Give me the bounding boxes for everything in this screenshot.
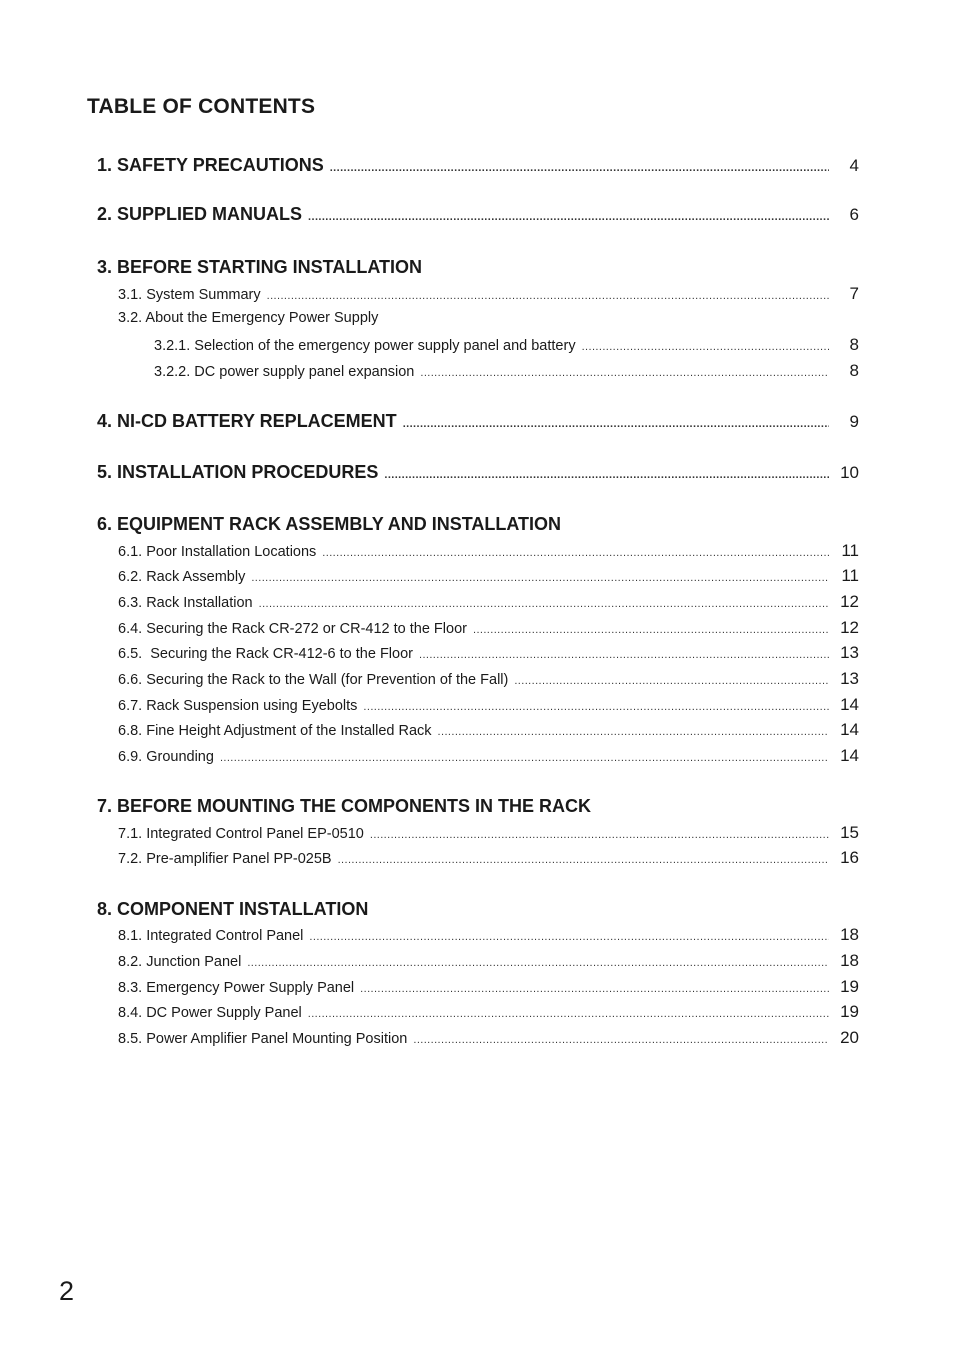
toc-entry-page: 16: [840, 848, 859, 867]
leader-dots: [338, 851, 829, 867]
leader-dots: [251, 569, 829, 585]
toc-entry[interactable]: [97, 1028, 859, 1048]
toc-entry[interactable]: [97, 1002, 859, 1022]
toc-entry-page: 19: [840, 977, 859, 996]
page-number: 2: [59, 1276, 75, 1306]
toc-entry-label: 3.2. About the Emergency Power Supply: [118, 310, 379, 326]
toc-entry[interactable]: [97, 925, 859, 945]
toc-entry[interactable]: [97, 155, 859, 176]
toc-entry[interactable]: [97, 951, 859, 971]
toc-entry-page: 8: [849, 335, 859, 354]
toc-entry-page: 14: [840, 720, 859, 739]
toc-section-heading: [97, 257, 859, 278]
leader-dots: [330, 155, 829, 176]
leader-dots: [413, 1031, 829, 1047]
toc-entry-page: 11: [841, 566, 859, 585]
toc-entry-page: 13: [840, 669, 859, 688]
toc-entry[interactable]: [97, 823, 859, 843]
toc-entry-page: 19: [840, 1002, 859, 1021]
toc-entry-page: 12: [840, 618, 859, 637]
toc-section-heading: [97, 899, 859, 920]
toc-entry[interactable]: [97, 541, 859, 561]
toc-entry-label: 6.5. Securing the Rack CR-412-6 to the Floor: [118, 646, 413, 662]
toc-entry-label: 6.7. Rack Suspension using Eyebolts: [118, 698, 358, 714]
toc-entry-page: 20: [840, 1028, 859, 1047]
toc-entry-label: 8.1. Integrated Control Panel: [118, 928, 304, 944]
toc-entry[interactable]: [97, 746, 859, 766]
toc-entry-label: 5. INSTALLATION PROCEDURES: [97, 462, 379, 482]
toc-subsection-heading: [97, 310, 859, 326]
toc-entry-label: 3.2.2. DC power supply panel expansion: [154, 364, 415, 380]
toc-entry[interactable]: [97, 462, 859, 483]
toc-entry-label: 7. BEFORE MOUNTING THE COMPONENTS IN THE RACK: [97, 796, 592, 816]
toc-section-heading: [97, 514, 859, 535]
leader-dots: [220, 749, 829, 765]
toc-entry-page: 18: [840, 951, 859, 970]
toc-entry-page: 13: [840, 643, 859, 662]
leader-dots: [259, 595, 829, 611]
toc-section-heading: [97, 796, 859, 817]
toc-entry[interactable]: [97, 848, 859, 868]
toc-entry-label: 3. BEFORE STARTING INSTALLATION: [97, 257, 422, 277]
leader-dots: [473, 621, 829, 637]
toc-entry-page: 15: [840, 823, 859, 842]
toc-entry-label: 2. SUPPLIED MANUALS: [97, 204, 303, 224]
toc-entry[interactable]: [97, 643, 859, 663]
leader-dots: [267, 287, 829, 303]
leader-dots: [370, 826, 829, 842]
toc-entry-label: 8.2. Junction Panel: [118, 954, 242, 970]
toc-entry-label: 3.1. System Summary: [118, 287, 261, 303]
toc-entry-page: 7: [849, 284, 859, 303]
toc-entry-label: 1. SAFETY PRECAUTIONS: [97, 155, 324, 175]
toc-entry-label: 6. EQUIPMENT RACK ASSEMBLY AND INSTALLATION: [97, 514, 562, 534]
leader-dots: [514, 672, 829, 688]
toc-entry-page: 10: [840, 463, 859, 482]
toc-entry-page: 9: [849, 412, 859, 431]
toc-entry[interactable]: [97, 618, 859, 638]
toc-entry[interactable]: [97, 361, 859, 381]
toc-entry[interactable]: [97, 720, 859, 740]
toc-entry[interactable]: [97, 411, 859, 432]
toc-entry-label: 6.2. Rack Assembly: [118, 569, 246, 585]
toc-entry[interactable]: [97, 592, 859, 612]
toc-entry-label: 6.6. Securing the Rack to the Wall (for Prevention of the Fall): [118, 672, 509, 688]
toc-entry[interactable]: [97, 204, 859, 225]
toc-entry-page: 12: [840, 592, 859, 611]
leader-dots: [403, 411, 829, 432]
leader-dots: [309, 928, 829, 944]
toc-entry-page: 8: [849, 361, 859, 380]
toc-entry-page: 14: [840, 695, 859, 714]
leader-dots: [363, 698, 829, 714]
toc-entry-page: 6: [849, 205, 859, 224]
toc-entry-page: 18: [840, 925, 859, 944]
toc-entry-label: 6.8. Fine Height Adjustment of the Installed Rack: [118, 723, 432, 739]
toc-entry-label: 6.3. Rack Installation: [118, 595, 253, 611]
toc-entry-label: 7.2. Pre-amplifier Panel PP-025B: [118, 851, 332, 867]
toc-entry-page: 11: [841, 541, 859, 560]
toc-entry-label: 8.3. Emergency Power Supply Panel: [118, 980, 355, 996]
toc-entry[interactable]: [97, 566, 859, 586]
toc-entry-page: 14: [840, 746, 859, 765]
toc-entry-label: 8. COMPONENT INSTALLATION: [97, 899, 369, 919]
toc-entry[interactable]: [97, 284, 859, 304]
leader-dots: [322, 544, 829, 560]
leader-dots: [420, 364, 829, 380]
toc-title: TABLE OF CONTENTS: [87, 95, 316, 118]
leader-dots: [308, 1005, 829, 1021]
toc-entry-label: 4. NI-CD BATTERY REPLACEMENT: [97, 411, 397, 431]
leader-dots: [384, 462, 829, 483]
leader-dots: [247, 954, 829, 970]
leader-dots: [438, 723, 829, 739]
toc-entry-label: 6.9. Grounding: [118, 749, 214, 765]
toc-entry-label: 3.2.1. Selection of the emergency power supply panel and battery: [154, 338, 576, 354]
toc-entry-label: 8.4. DC Power Supply Panel: [118, 1005, 302, 1021]
toc-entry-page: 4: [849, 156, 859, 175]
leader-dots: [419, 646, 829, 662]
leader-dots: [582, 338, 829, 354]
toc-entry[interactable]: [97, 695, 859, 715]
toc-entry[interactable]: [97, 335, 859, 355]
toc-entry[interactable]: [97, 977, 859, 997]
leader-dots: [360, 980, 829, 996]
toc-entry-label: 6.4. Securing the Rack CR-272 or CR-412 to the Floor: [118, 621, 467, 637]
toc-entry-label: 8.5. Power Amplifier Panel Mounting Position: [118, 1031, 408, 1047]
toc-entry[interactable]: [97, 669, 859, 689]
leader-dots: [308, 204, 829, 225]
toc-entry-label: 7.1. Integrated Control Panel EP-0510: [118, 826, 364, 842]
toc-entry-label: 6.1. Poor Installation Locations: [118, 544, 317, 560]
